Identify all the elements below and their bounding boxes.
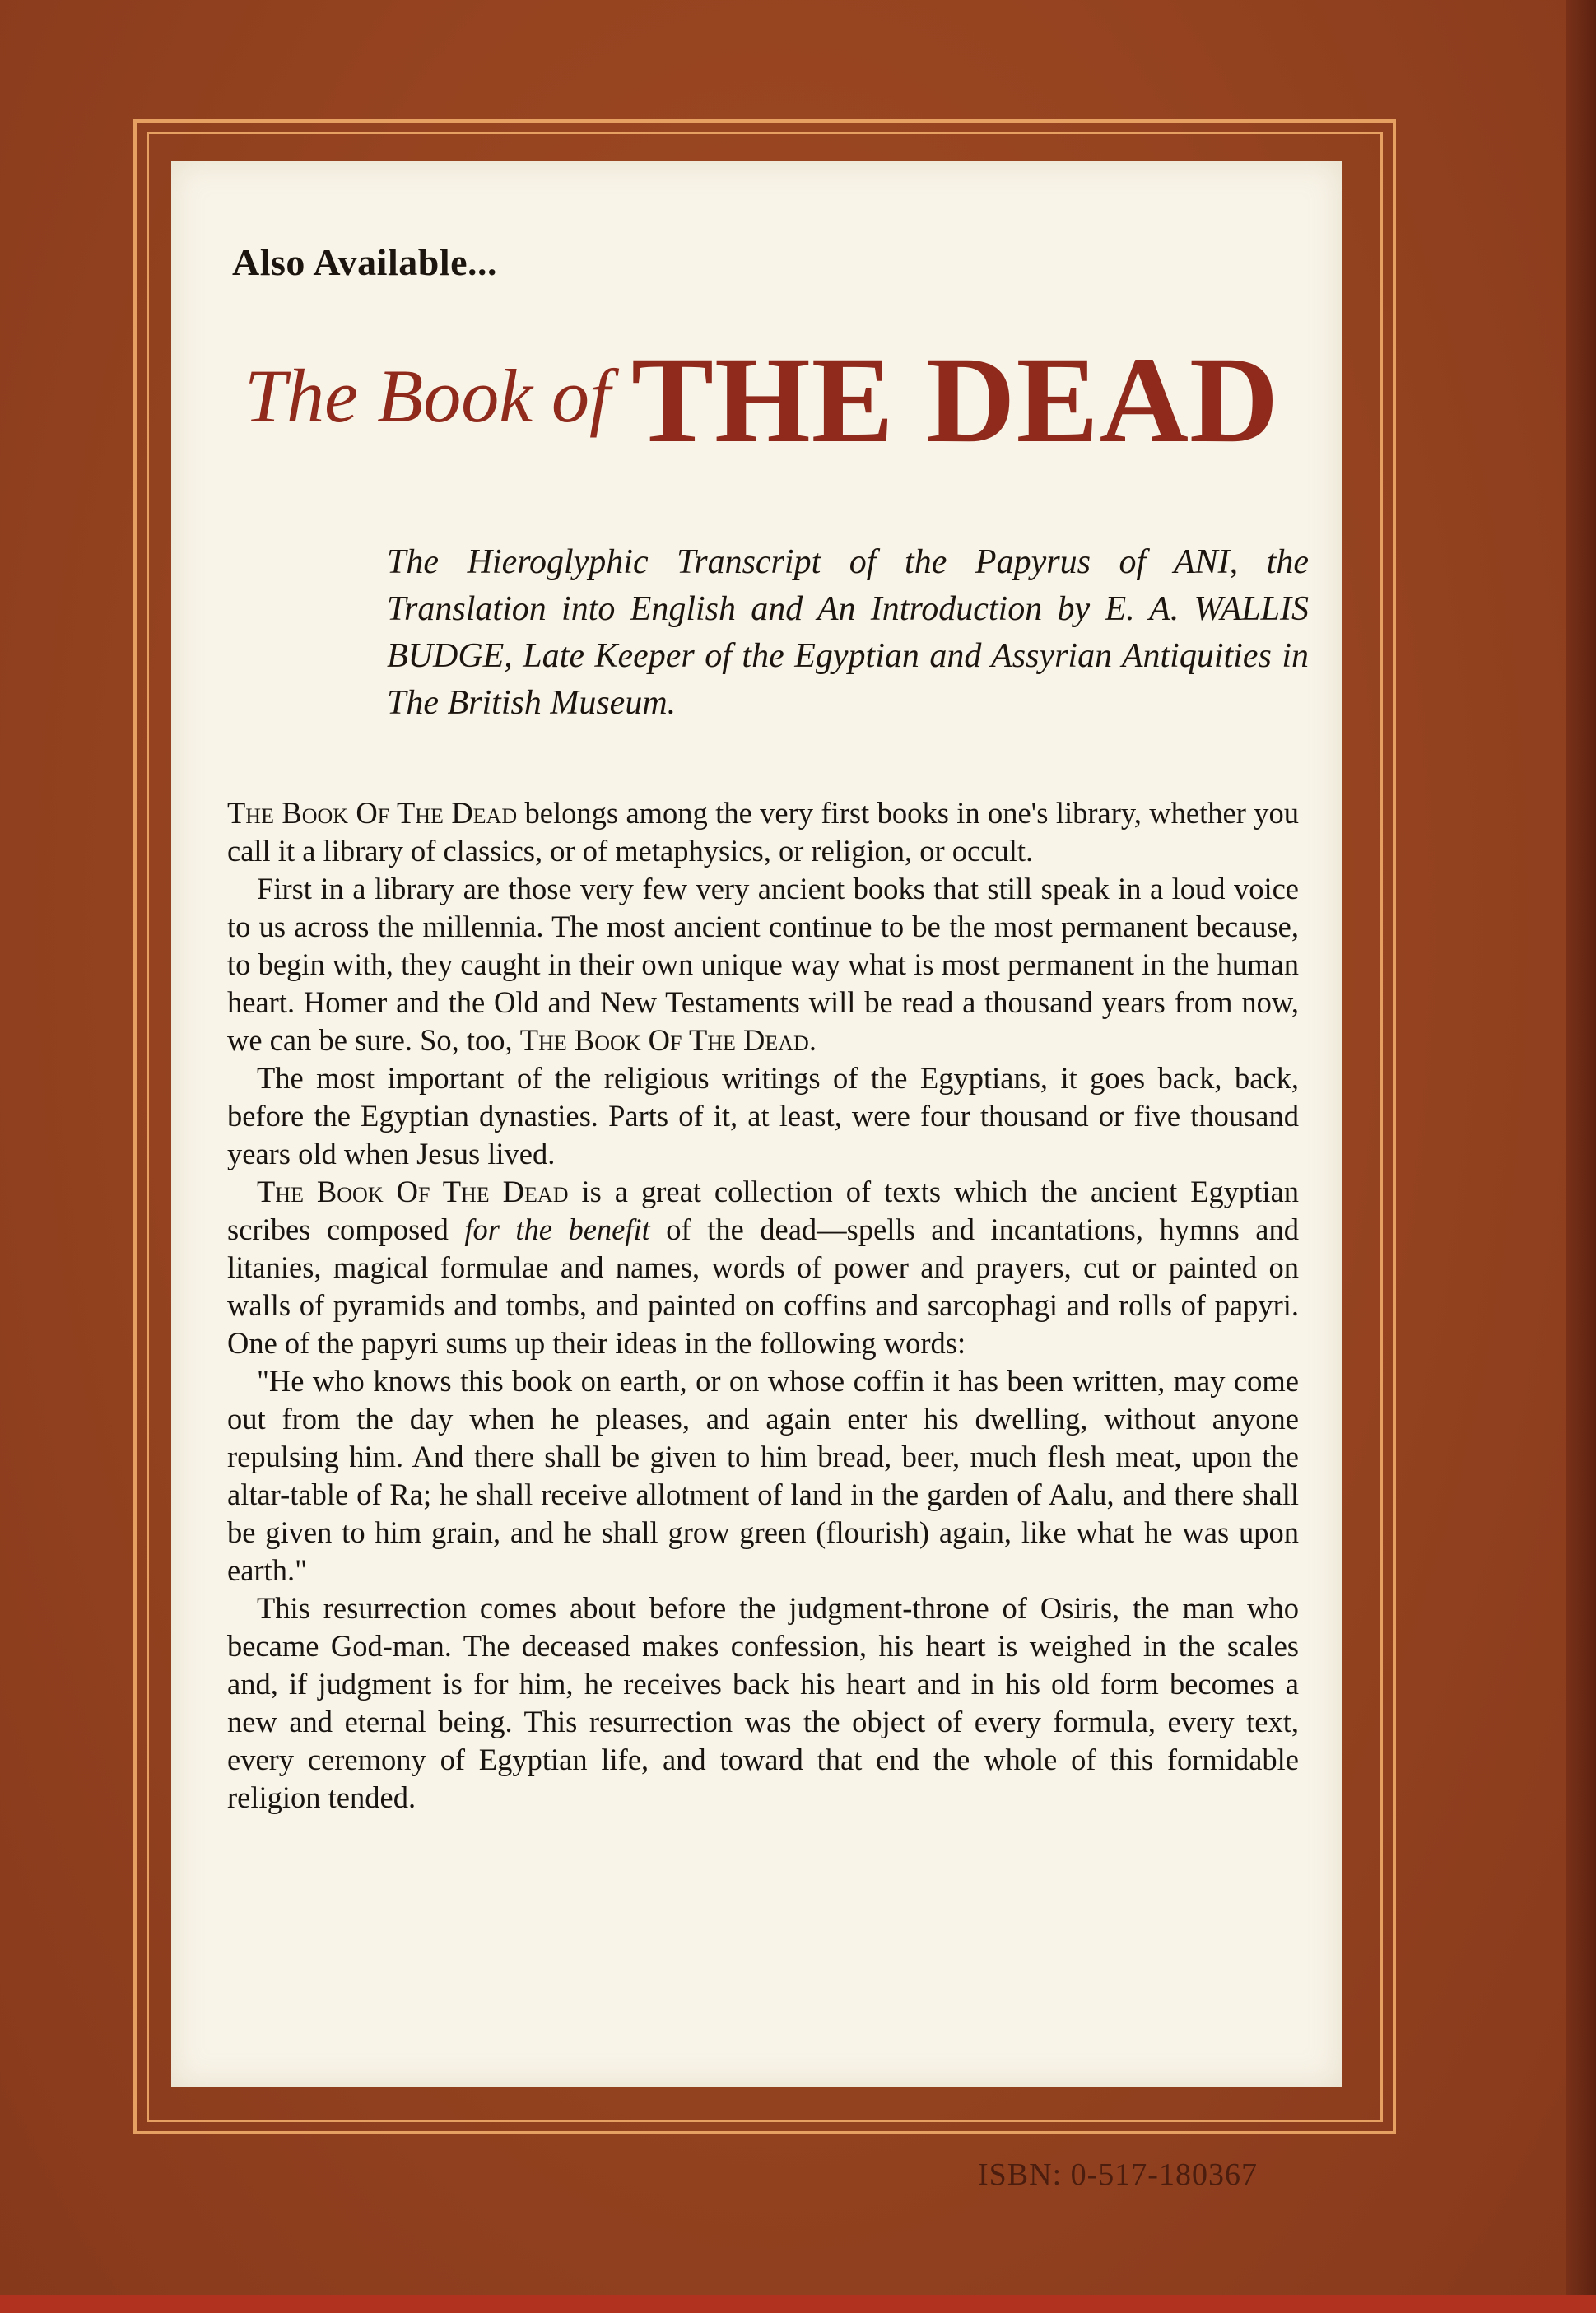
- book-title-script: The Book of: [244, 354, 611, 438]
- paragraph-1: [227, 794, 1299, 870]
- book-name-smallcaps: The Book Of The Dead: [257, 1175, 569, 1208]
- book-name-smallcaps: The Book Of The Dead: [519, 1023, 809, 1057]
- paragraph-2-end: .: [808, 1023, 817, 1057]
- paragraph-4: [227, 1173, 1299, 1362]
- book-title-main: THE DEAD: [631, 332, 1280, 468]
- book-subtitle: The Hieroglyphic Transcript of the Papyrus of ANI, the Translation into English and An Introduction by E. A. WALLIS BUDGE, Late Keeper of the Egyptian and Assyrian Antiquities in The British Museum.: [387, 543, 1309, 722]
- paragraph-2-text: First in a library are those very few very ancient books that still speak in a loud voice to us across the millennia. The most ancient continue to be the most permanent because, to begin with, they caught in their own unique way what is most permanent in the human heart. Homer and the Old and New Testaments will be read a thousand years from now, we can be sure. So, too,: [227, 872, 1299, 1057]
- paragraph-5-quote: "He who knows this book on earth, or on whose coffin it has been written, may come out from the day when he pleases, and again enter his dwelling, without anyone repulsing him. And there shall be given to him bread, beer, much flesh meat, upon the altar-table of Ra; he shall receive allotment of land in the garden of Aalu, and there shall be given to him grain, and he shall grow green (flourish) again, like what he was upon earth.": [227, 1364, 1299, 1587]
- paragraph-2: [227, 870, 1299, 1059]
- paragraph-6: This resurrection comes about before the judgment-throne of Osiris, the man who became God-man. The deceased makes confession, his heart is weighed in the scales and, if judgment is for him, he receives back his heart and in his old form becomes a new and eternal being. This resurrection was the object of every formula, every text, every ceremony of Egyptian life, and toward that end the whole of this formidable religion tended.: [227, 1591, 1299, 1814]
- spine-edge: [1566, 0, 1596, 2313]
- paragraph-4-text-a: is a great collection of texts which the ancient Egyptian scribes composed: [227, 1175, 1299, 1246]
- paragraph-1-text: belongs among the very first books in one's library, whether you call it a library of classics, or of metaphysics, or religion, or occult.: [227, 796, 1299, 868]
- also-available-label: Also Available...: [232, 241, 498, 283]
- book-title: [244, 329, 1314, 468]
- book-name-smallcaps: The Book Of The Dead: [227, 796, 518, 830]
- paragraph-4-text-b: of the dead—spells and incantations, hymns and litanies, magical formulae and names, words of power and prayers, cut or painted on walls of pyramids and tombs, and painted on coffins and sarcophagi and rolls of papyri. One of the papyri sums up their ideas in the following words:: [227, 1212, 1299, 1360]
- isbn-number: ISBN: 0-517-180367: [978, 2157, 1258, 2192]
- description-body: [227, 794, 1299, 1817]
- paragraph-4-italic: for the benefit: [464, 1212, 650, 1246]
- bottom-edge: [0, 2295, 1596, 2313]
- paragraph-3: The most important of the religious writings of the Egyptians, it goes back, back, before the Egyptian dynasties. Parts of it, at least, were four thousand or five thousand years old when Jesus lived.: [227, 1061, 1299, 1170]
